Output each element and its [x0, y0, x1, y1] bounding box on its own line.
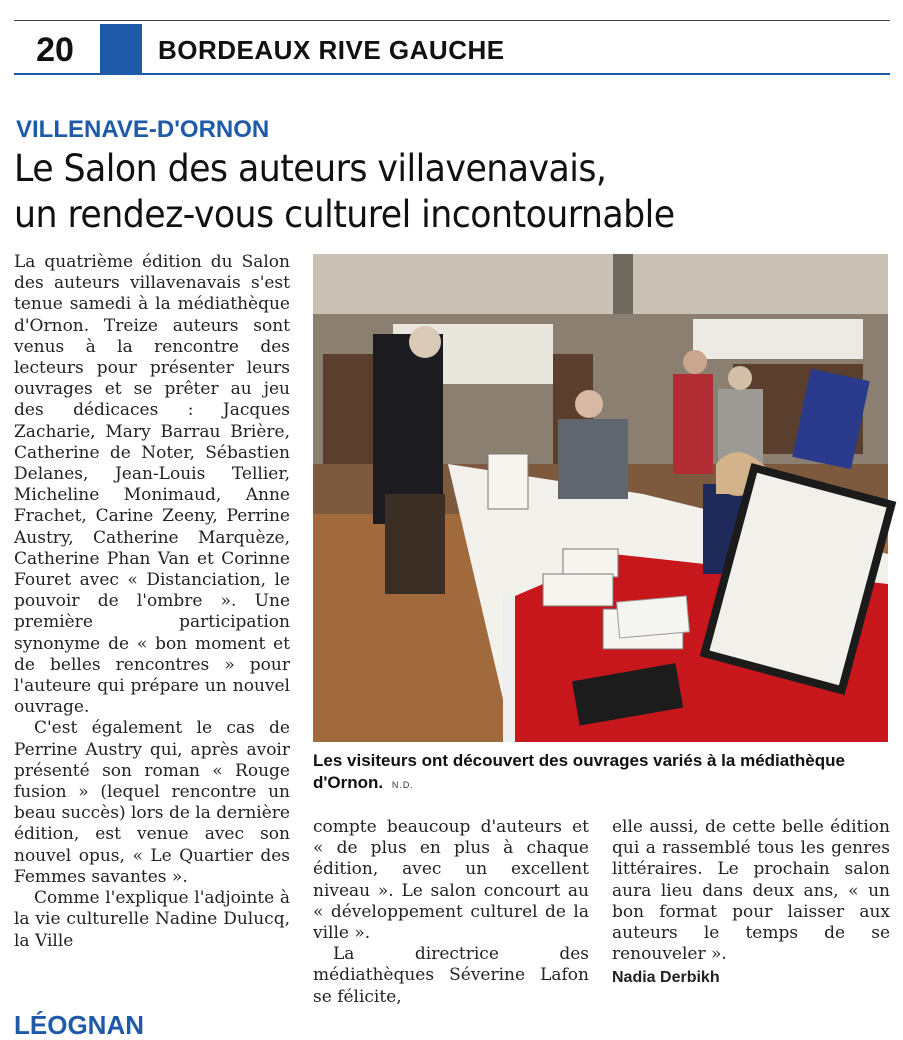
author-signature: Nadia Derbikh	[612, 969, 720, 987]
header-color-block	[100, 24, 142, 73]
photo-caption	[313, 750, 888, 796]
section-rubric: BORDEAUX RIVE GAUCHE	[158, 35, 505, 65]
paragraph: elle aussi, de cette belle édition qui a rassemblé tous les genres littéraires. Le prochain salon aura lieu dans deux ans, « un bon format pour laisser aux auteurs le temps de se renouveler ».	[612, 817, 890, 965]
article-headline	[14, 146, 841, 238]
paragraph: compte beaucoup d'auteurs et « de plus en plus à chaque édition, avec un excellent niveau ». Le salon concourt au « développement culturel de la ville ».	[313, 817, 589, 944]
next-kicker-text: LÉOGNAN	[14, 1010, 144, 1040]
next-article-kicker	[14, 1010, 154, 1040]
paragraph: C'est également le cas de Perrine Austry qui, après avoir présenté son roman « Rouge fusion » (lequel rencontre un beau succès) lors de la dernière édition, est venue avec son nouvel opus, « Le Quartier des Femmes savantes ».	[14, 718, 290, 887]
article-photo	[313, 254, 888, 742]
article-kicker: VILLENAVE-D'ORNON	[16, 116, 270, 143]
article-column-2	[313, 817, 589, 1008]
headline-line-2: un rendez-vous culturel incontournable	[14, 193, 675, 236]
page-header	[14, 20, 890, 75]
photo-illustration	[313, 254, 888, 742]
article-column-3	[612, 817, 890, 989]
page-number: 20	[36, 31, 74, 69]
paragraph: Comme l'explique l'adjointe à la vie culturelle Nadine Dulucq, la Ville	[14, 888, 290, 951]
paragraph: La quatrième édition du Salon des auteurs villavenavais s'est tenue samedi à la médiathèque d'Ornon. Treize auteurs sont venus à la rencontre des lecteurs pour présenter leurs ouvrages et se prêter au jeu des dédicaces : Jacques Zacharie, Mary Barrau Brière, Catherine de Noter, Sébastien Delanes, Jean-Louis Tellier, Micheline Monimaud, Anne Frachet, Carine Zeeny, Perrine Austry, Catherine Marquèze, Catherine Phan Van et Corinne Fouret avec « Distanciation, le pouvoir de l'ombre ». Une première participation synonyme de « bon moment et de belles rencontres » pour l'auteure qui prépare un nouvel ouvrage.	[14, 252, 290, 718]
headline-line-1: Le Salon des auteurs villavenavais,	[14, 147, 607, 190]
caption-text: Les visiteurs ont découvert des ouvrages variés à la médiathèque d'Ornon.	[313, 751, 845, 792]
photo-credit: N.D.	[391, 780, 414, 790]
article-column-1	[14, 252, 290, 952]
paragraph: La directrice des médiathèques Séverine Lafon se félicite,	[313, 944, 589, 1007]
